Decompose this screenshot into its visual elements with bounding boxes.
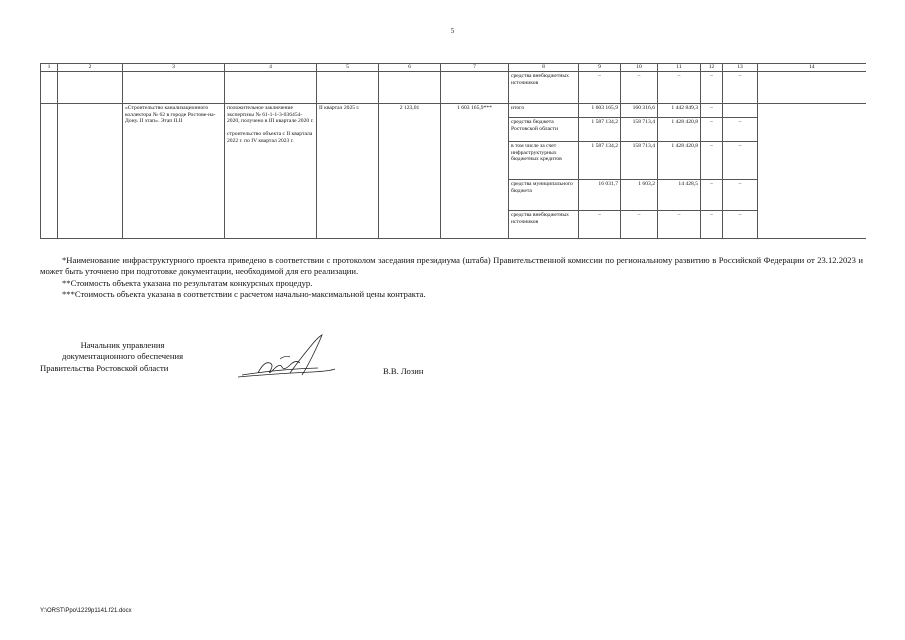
file-path: Y:\ORST\Ppo\1229p1141.f21.docx <box>40 608 132 614</box>
funding-source: средства внебюджетных источников <box>509 211 579 239</box>
footnote: ***Стоимость объекта указана в соответствии с расчетом начально-максимальной цены контракта. <box>62 289 426 300</box>
column-number: 7 <box>441 64 509 72</box>
value-cell: – <box>579 211 621 239</box>
table-row <box>41 104 866 118</box>
value-cell: – <box>723 211 758 239</box>
value-cell: 16 031,7 <box>579 180 621 211</box>
column-number: 9 <box>579 64 621 72</box>
column-number: 1 <box>41 64 58 72</box>
value-cell: 1 603,2 <box>621 180 658 211</box>
project-cost: 1 603 165,9*** <box>441 104 509 239</box>
value-cell: – <box>723 118 758 142</box>
project-name: «Строительство канализационного коллектора № 62 в городе Ростове-на-Дону. II этап». Этап II.II <box>123 104 225 239</box>
column-number: 3 <box>123 64 225 72</box>
value-cell: – <box>658 72 701 104</box>
construction-period: строительство объекта с II квартала 2022 г. по IV квартал 2023 г. <box>227 131 313 144</box>
value-cell: 1 428 420,8 <box>658 118 701 142</box>
funding-source: средства муниципального бюджета <box>509 180 579 211</box>
value-cell: 1 587 134,2 <box>579 142 621 180</box>
funding-source: в том числе за счет инфраструктурных бюджетных кредитов <box>509 142 579 180</box>
signatory-title <box>40 340 205 374</box>
table-row <box>41 72 866 104</box>
value-cell: 14 428,5 <box>658 180 701 211</box>
investment-table <box>40 63 866 239</box>
column-number: 12 <box>701 64 723 72</box>
footnote: *Наименование инфраструктурного проекта приведено в соответствии с протоколом заседания президиума (штаба) Правительственной комиссии по региональному развитию в Российской Федерации от 23.12.2023 и может быть уточнено при подготовке документации, необходимой для его реализации. <box>40 255 863 277</box>
page-number: 5 <box>450 27 455 35</box>
handwritten-signature-icon <box>230 333 340 381</box>
funding-source: итого <box>509 104 579 118</box>
column-number: 13 <box>723 64 758 72</box>
value-cell: 158 713,4 <box>621 118 658 142</box>
value-cell: – <box>723 180 758 211</box>
value-cell: 1 603 165,9 <box>579 104 621 118</box>
value-cell: – <box>701 142 723 180</box>
value-cell: – <box>701 180 723 211</box>
funding-source: средства бюджета Ростовской области <box>509 118 579 142</box>
value-cell: 1 442 849,3 <box>658 104 701 118</box>
project-documentation <box>225 104 317 239</box>
value-cell: 1 428 420,8 <box>658 142 701 180</box>
signatory-title-line: документационного обеспечения <box>61 351 184 362</box>
column-number: 6 <box>379 64 441 72</box>
value-cell: – <box>658 211 701 239</box>
value-cell: – <box>621 72 658 104</box>
value-cell: – <box>723 72 758 104</box>
column-number: 14 <box>758 64 866 72</box>
value-cell: – <box>701 104 723 118</box>
value-cell: – <box>621 211 658 239</box>
column-number: 5 <box>317 64 379 72</box>
table-header-row <box>41 64 866 72</box>
column-number: 11 <box>658 64 701 72</box>
column-number: 4 <box>225 64 317 72</box>
value-cell: 1 587 134,2 <box>579 118 621 142</box>
value-cell: – <box>701 211 723 239</box>
capacity-value: 2 123,01 <box>379 104 441 239</box>
commissioning-date: II квартал 2025 г. <box>317 104 379 239</box>
footnotes <box>40 255 863 300</box>
value-cell: – <box>701 72 723 104</box>
signatory-name: В.В. Лозин <box>383 366 424 376</box>
value-cell: 158 713,4 <box>621 142 658 180</box>
footnote: **Стоимость объекта указана по результатам конкурсных процедур. <box>62 277 313 288</box>
expertise-text: положительное заключение экспертизы № 61-1-1-3-036454-2020, получено в III квартале 2020 г. <box>227 105 314 125</box>
column-number: 8 <box>509 64 579 72</box>
signatory-title-line: Начальник управления <box>80 340 165 350</box>
value-cell: – <box>579 72 621 104</box>
value-cell <box>723 104 758 118</box>
value-cell: 160 316,6 <box>621 104 658 118</box>
value-cell: – <box>701 118 723 142</box>
signatory-title-line: Правительства Ростовской области <box>40 362 169 373</box>
column-number: 2 <box>58 64 123 72</box>
value-cell: – <box>723 142 758 180</box>
funding-source: средства внебюджетных источников <box>509 72 579 104</box>
column-number: 10 <box>621 64 658 72</box>
